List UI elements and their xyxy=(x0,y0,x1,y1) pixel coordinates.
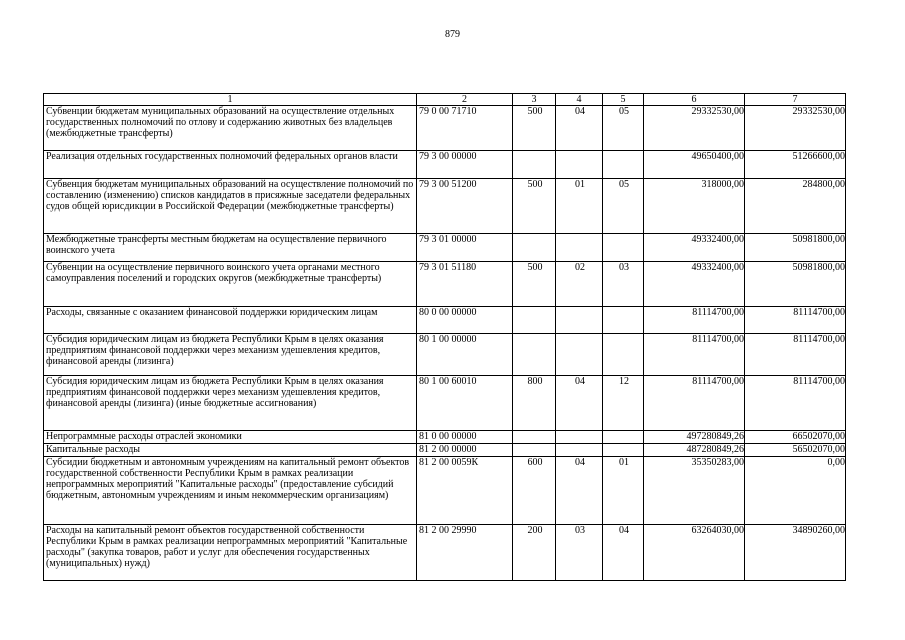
header-row xyxy=(44,94,846,106)
row-c5: 05 xyxy=(603,106,644,151)
page-number: 879 xyxy=(445,29,460,40)
row-c3: 200 xyxy=(513,525,556,581)
row-name: Расходы на капитальный ремонт объектов государственной собственности Республики Крым в рамках реализации непрограммных мероприятий "Капитальные расходы" (закупка товаров, работ и услуг для обеспечения государственных (муниципальных) нужд) xyxy=(44,525,417,581)
row-code: 79 3 00 00000 xyxy=(417,151,513,179)
row-code: 81 2 00 29990 xyxy=(417,525,513,581)
row-code: 81 2 00 0059К xyxy=(417,457,513,525)
row-value-6: 81114700,00 xyxy=(644,376,745,431)
row-c3 xyxy=(513,151,556,179)
row-c5 xyxy=(603,151,644,179)
table-row xyxy=(44,334,846,376)
header-col-3: 3 xyxy=(513,94,556,106)
row-c3 xyxy=(513,444,556,457)
row-c4: 04 xyxy=(556,457,603,525)
row-value-6: 81114700,00 xyxy=(644,307,745,334)
row-c4: 04 xyxy=(556,376,603,431)
row-value-6: 318000,00 xyxy=(644,179,745,234)
row-c5: 12 xyxy=(603,376,644,431)
row-name: Субсидия юридическим лицам из бюджета Республики Крым в целях оказания предприятиям финансовой поддержки через механизм удешевления кредитов, финансовой аренды (лизинга) xyxy=(44,334,417,376)
table-row xyxy=(44,234,846,262)
row-c5: 01 xyxy=(603,457,644,525)
row-name: Субвенции на осуществление первичного воинского учета органами местного самоуправления поселений и городских округов (межбюджетные трансферты) xyxy=(44,262,417,307)
row-code: 81 2 00 00000 xyxy=(417,444,513,457)
row-value-7: 81114700,00 xyxy=(745,307,846,334)
row-c5: 05 xyxy=(603,179,644,234)
row-value-6: 63264030,00 xyxy=(644,525,745,581)
row-c5: 04 xyxy=(603,525,644,581)
row-value-7: 81114700,00 xyxy=(745,376,846,431)
row-name: Субсидия юридическим лицам из бюджета Республики Крым в целях оказания предприятиям финансовой поддержки через механизм удешевления кредитов, финансовой аренды (лизинга) (иные бюджетные ассигнования) xyxy=(44,376,417,431)
table-row xyxy=(44,307,846,334)
row-value-7: 284800,00 xyxy=(745,179,846,234)
table-row xyxy=(44,457,846,525)
row-c5 xyxy=(603,444,644,457)
row-value-6: 81114700,00 xyxy=(644,334,745,376)
header-col-5: 5 xyxy=(603,94,644,106)
row-value-7: 29332530,00 xyxy=(745,106,846,151)
row-value-6: 487280849,26 xyxy=(644,444,745,457)
row-name: Непрограммные расходы отраслей экономики xyxy=(44,431,417,444)
row-value-7: 50981800,00 xyxy=(745,262,846,307)
row-c5 xyxy=(603,307,644,334)
table-row xyxy=(44,444,846,457)
row-c4 xyxy=(556,234,603,262)
row-name: Субвенция бюджетам муниципальных образований на осуществление полномочий по составлению (изменению) списков кандидатов в присяжные заседатели федеральных судов общей юрисдикции в Российской Федерации (межбюджетные трансферты) xyxy=(44,179,417,234)
row-code: 79 0 00 71710 xyxy=(417,106,513,151)
row-c4: 04 xyxy=(556,106,603,151)
row-c3 xyxy=(513,431,556,444)
row-name: Расходы, связанные с оказанием финансовой поддержки юридическим лицам xyxy=(44,307,417,334)
table-row xyxy=(44,525,846,581)
table-row xyxy=(44,151,846,179)
budget-table xyxy=(43,93,846,581)
row-c4: 03 xyxy=(556,525,603,581)
row-value-6: 49332400,00 xyxy=(644,234,745,262)
row-c5 xyxy=(603,334,644,376)
row-value-6: 35350283,00 xyxy=(644,457,745,525)
row-value-6: 497280849,26 xyxy=(644,431,745,444)
row-code: 80 0 00 00000 xyxy=(417,307,513,334)
row-c4 xyxy=(556,151,603,179)
row-c4 xyxy=(556,307,603,334)
row-c4 xyxy=(556,431,603,444)
row-value-6: 49650400,00 xyxy=(644,151,745,179)
row-value-6: 49332400,00 xyxy=(644,262,745,307)
row-c3: 500 xyxy=(513,179,556,234)
row-code: 79 3 01 00000 xyxy=(417,234,513,262)
row-code: 80 1 00 00000 xyxy=(417,334,513,376)
row-value-7: 50981800,00 xyxy=(745,234,846,262)
row-code: 80 1 00 60010 xyxy=(417,376,513,431)
row-c4: 02 xyxy=(556,262,603,307)
row-value-6: 29332530,00 xyxy=(644,106,745,151)
row-c5 xyxy=(603,234,644,262)
row-c5 xyxy=(603,431,644,444)
row-code: 81 0 00 00000 xyxy=(417,431,513,444)
table-row xyxy=(44,376,846,431)
table-row xyxy=(44,106,846,151)
row-name: Реализация отдельных государственных полномочий федеральных органов власти xyxy=(44,151,417,179)
row-value-7: 0,00 xyxy=(745,457,846,525)
header-col-6: 6 xyxy=(644,94,745,106)
row-value-7: 81114700,00 xyxy=(745,334,846,376)
row-value-7: 34890260,00 xyxy=(745,525,846,581)
row-c4: 01 xyxy=(556,179,603,234)
row-c3: 600 xyxy=(513,457,556,525)
header-col-1: 1 xyxy=(44,94,417,106)
row-value-7: 51266600,00 xyxy=(745,151,846,179)
row-name: Межбюджетные трансферты местным бюджетам на осуществление первичного воинского учета xyxy=(44,234,417,262)
row-c3: 500 xyxy=(513,262,556,307)
row-c3 xyxy=(513,334,556,376)
row-value-7: 66502070,00 xyxy=(745,431,846,444)
row-c5: 03 xyxy=(603,262,644,307)
row-name: Субвенции бюджетам муниципальных образований на осуществление отдельных государственных полномочий по отлову и содержанию животных без владельцев (межбюджетные трансферты) xyxy=(44,106,417,151)
header-col-4: 4 xyxy=(556,94,603,106)
row-name: Капитальные расходы xyxy=(44,444,417,457)
header-col-7: 7 xyxy=(745,94,846,106)
table-row xyxy=(44,262,846,307)
row-name: Субсидии бюджетным и автономным учреждениям на капитальный ремонт объектов государственной собственности Республики Крым в рамках реализации непрограммных мероприятий "Капитальные расходы" (предоставление субсидий бюджетным, автономным учреждениям и иным некоммерческим организациям) xyxy=(44,457,417,525)
row-c3: 800 xyxy=(513,376,556,431)
row-c3 xyxy=(513,307,556,334)
row-code: 79 3 01 51180 xyxy=(417,262,513,307)
header-col-2: 2 xyxy=(417,94,513,106)
row-c3: 500 xyxy=(513,106,556,151)
row-c4 xyxy=(556,334,603,376)
row-c4 xyxy=(556,444,603,457)
row-code: 79 3 00 51200 xyxy=(417,179,513,234)
row-value-7: 56502070,00 xyxy=(745,444,846,457)
table-row xyxy=(44,179,846,234)
table-row xyxy=(44,431,846,444)
row-c3 xyxy=(513,234,556,262)
